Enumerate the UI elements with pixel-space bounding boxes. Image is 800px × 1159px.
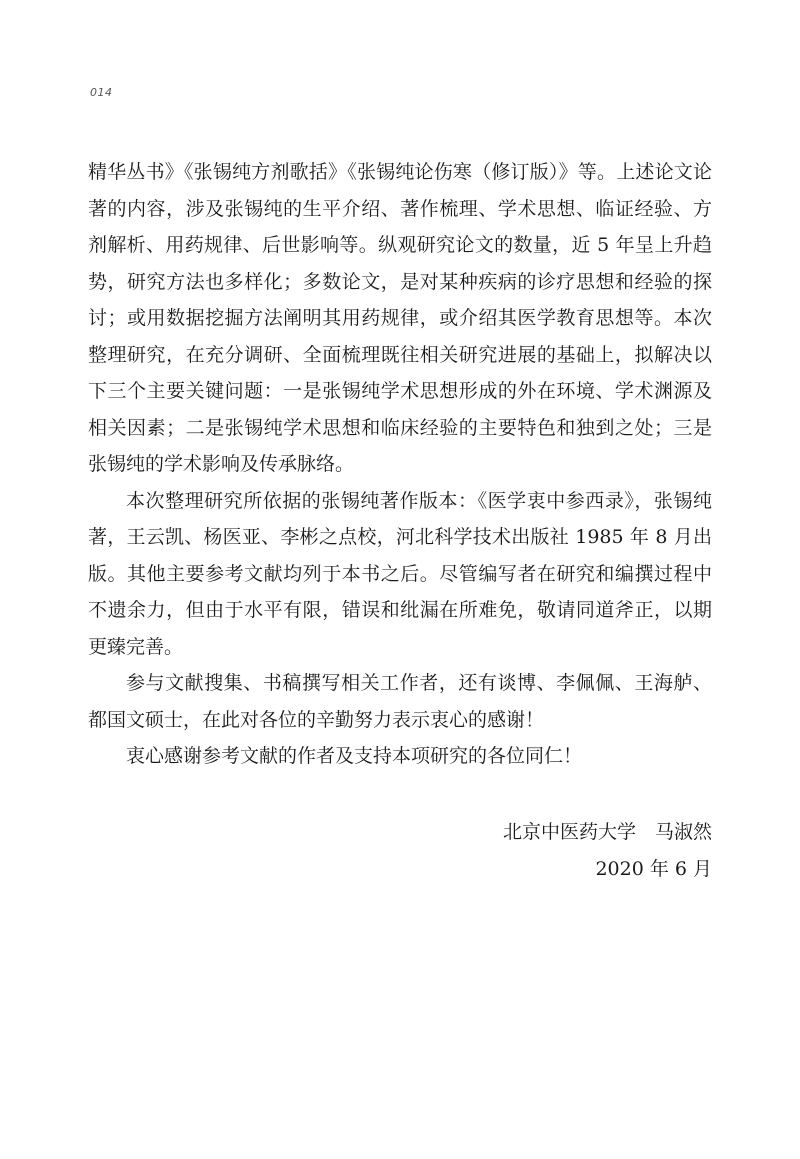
signature-block bbox=[503, 814, 712, 887]
signature-date: 2020 年 6 月 bbox=[595, 857, 712, 880]
body-text bbox=[88, 154, 712, 775]
paragraph-references-thanks: 衷心感谢参考文献的作者及支持本项研究的各位同仁！ bbox=[126, 745, 583, 767]
signature-institution-author: 北京中医药大学 马淑然 bbox=[502, 821, 712, 843]
paragraph-edition-source: 本次整理研究所依据的张锡纯著作版本：《医学衷中参西录》，张锡纯著，王云凯、杨医亚、李彬之点校，河北科学技术出版社 1985 年 8 月出版。其他主要参考文献均列于本书之后。尽管编写者在研究和编撰过程中不遗余力，但由于水平有限，错误和纰漏在所难免，敬请同道斧正，以期更臻完善。 bbox=[88, 489, 712, 658]
paragraph-research-overview: 精华丛书》《张锡纯方剂歌括》《张锡纯论伤寒（修订版）》等。上述论文论著的内容，涉及张锡纯的生平介绍、著作梳理、学术思想、临证经验、方剂解析、用药规律、后世影响等。纵观研究论文的数量，近 5 年呈上升趋势，研究方法也多样化；多数论文，是对某种疾病的诊疗思想和经验的探讨；或用数据挖掘方法阐明其用药规律，或介绍其医学教育思想等。本次整理研究，在充分调研、全面梳理既往相关研究进展的基础上，拟解决以下三个主要关键问题：一是张锡纯学术思想形成的外在环境、学术渊源及相关因素；二是张锡纯学术思想和临床经验的主要特色和独到之处；三是张锡纯的学术影响及传承脉络。 bbox=[88, 161, 712, 475]
page-number: 014 bbox=[90, 86, 113, 99]
paragraph-contributors-thanks: 参与文献搜集、书稿撰写相关工作者，还有谈博、李佩佩、王海舻、都国文硕士，在此对各位的辛勤努力表示衷心的感谢！ bbox=[88, 672, 712, 731]
